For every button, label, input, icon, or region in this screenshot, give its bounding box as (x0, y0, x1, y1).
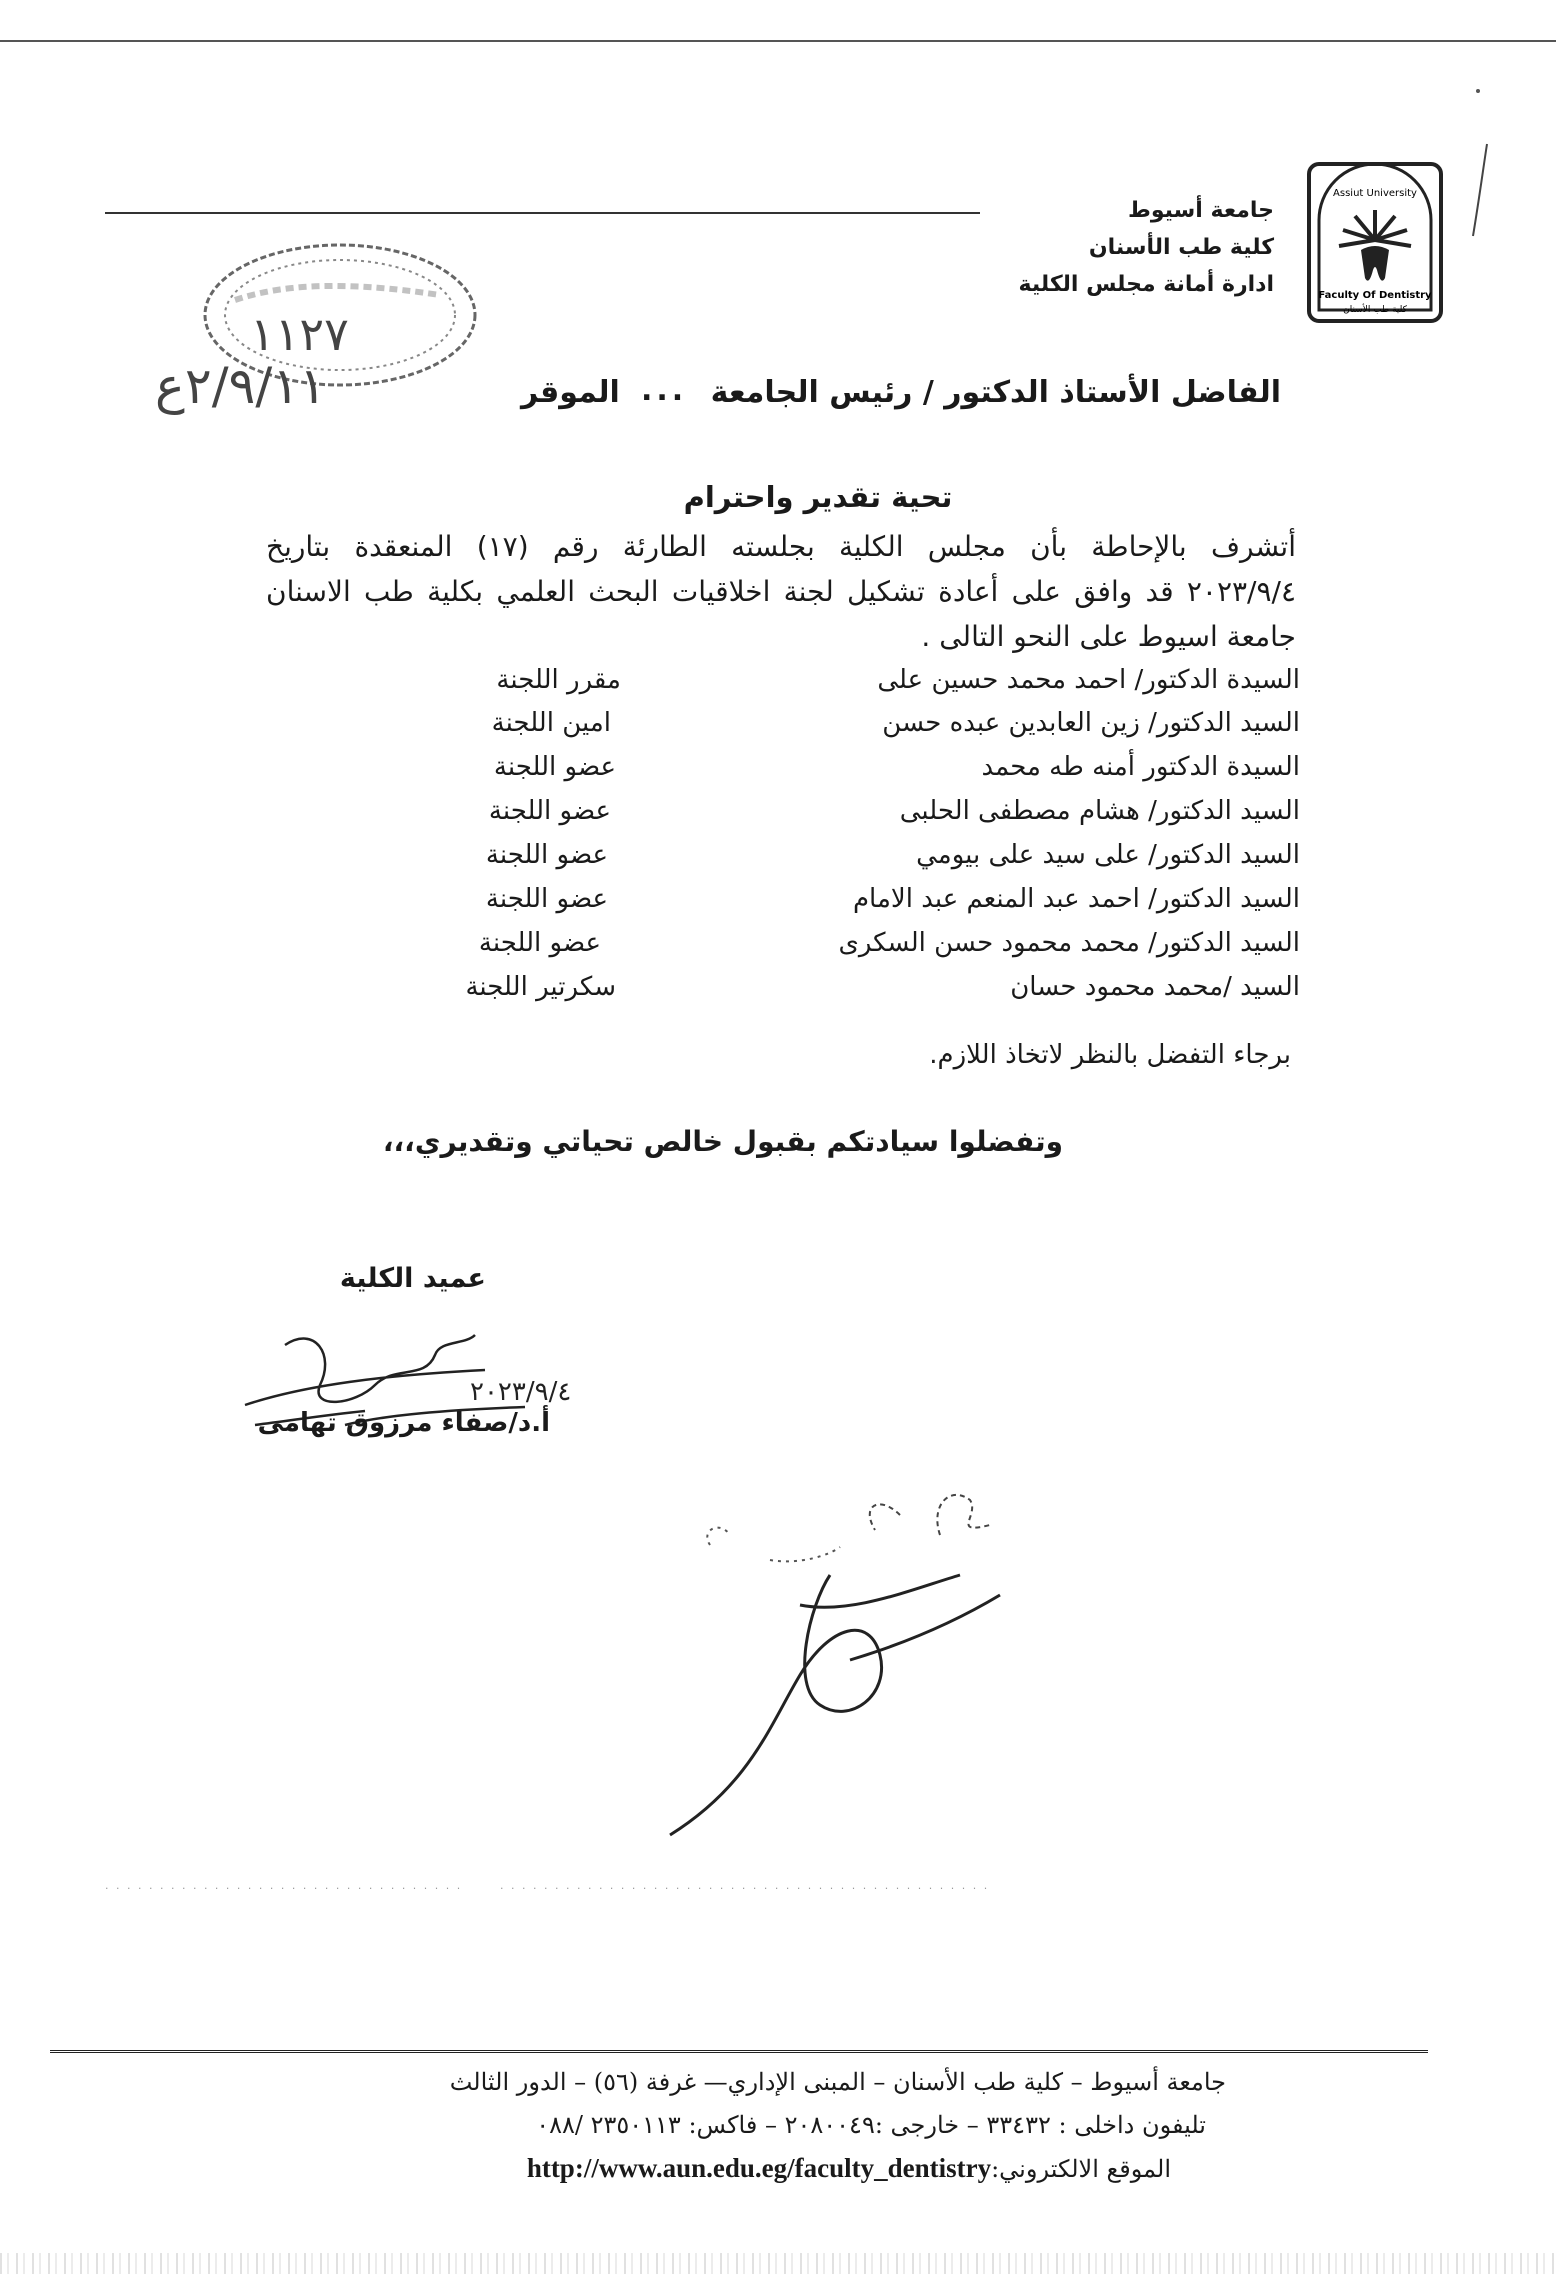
member-name: السيد الدكتور/ هشام مصطفى الحلبى (899, 796, 1300, 826)
member-role: عضو اللجنة (478, 928, 601, 958)
greeting: تحية تقدير واحترام (683, 480, 953, 514)
footer-phones: تليفون داخلى : ٣٣٤٣٢ – خارجى :٢٠٨٠٠٤٩ – فاكس: ٢٣٥٠١١٣ /٠٨٨ (536, 2111, 1206, 2139)
faculty-logo (1305, 160, 1445, 325)
president-signature (650, 1475, 1110, 1875)
member-role: عضو اللجنة (485, 840, 608, 870)
faculty-name: كلية طب الأسنان (1088, 235, 1274, 260)
scan-top-edge (0, 40, 1556, 42)
dean-name: أ.د/صفاء مرزوق تهامى (257, 1408, 550, 1438)
member-name: السيدة الدكتور أمنه طه محمد (981, 752, 1300, 782)
footer-rule (50, 2050, 1428, 2053)
scan-dot (1475, 88, 1481, 94)
scan-artifact: · · · · · · · · · · · · · · · · · · · · · · · · · · · · · · · · · (105, 1882, 463, 1895)
scan-bottom-edge (0, 2253, 1556, 2274)
member-name: السيد الدكتور/ محمد محمود حسن السكرى (838, 928, 1300, 958)
stamp-date: ٢/٩/١١ع (155, 357, 326, 415)
footer-website-label: الموقع الالكتروني: (991, 2155, 1171, 2183)
logo-arabic-text: كلية طب الأسنان (1343, 305, 1407, 315)
department-name: ادارة أمانة مجلس الكلية (1018, 272, 1274, 297)
footer-website-url[interactable]: http://www.aun.edu.eg/faculty_dentistry (526, 2153, 992, 2183)
body-line-1: أتشرف بالإحاطة بأن مجلس الكلية بجلسته الطارئة رقم (١٧) المنعقدة بتاريخ (266, 530, 1297, 563)
logo-top-text: Assiut University (1333, 188, 1417, 199)
member-role: امين اللجنة (491, 708, 611, 738)
header-rule (105, 212, 980, 214)
stamp-number: ١١٢٧ (250, 307, 349, 361)
addressee-honorific: الموقر (521, 375, 620, 410)
footer-address: جامعة أسيوط – كلية طب الأسنان – المبنى الإداري— غرفة (٥٦) – الدور الثالث (449, 2068, 1226, 2096)
member-role: عضو اللجنة (493, 752, 616, 782)
addressee-line (521, 375, 1281, 410)
member-name: السيد /محمد محمود حسان (1010, 972, 1300, 1002)
closing-request: برجاء التفضل بالنظر لاتخاذ اللازم. (929, 1040, 1291, 1070)
addressee-title: الفاضل الأستاذ الدكتور / رئيس الجامعة (710, 375, 1281, 410)
body-line-3: جامعة اسيوط على النحو التالى . (921, 620, 1296, 653)
logo-bottom-text: Faculty Of Dentistry (1318, 290, 1432, 301)
member-role: سكرتير اللجنة (465, 972, 616, 1002)
member-name: السيدة الدكتور/ احمد محمد حسين على (877, 665, 1300, 695)
handwritten-date: ٢٠٢٣/٩/٤ (470, 1377, 572, 1407)
body-line-2: ٢٠٢٣/٩/٤ قد وافق على أعادة تشكيل لجنة اخلاقيات البحث العلمي بكلية طب الاسنان (266, 575, 1296, 608)
university-name: جامعة أسيوط (1128, 198, 1274, 223)
member-role: مقرر اللجنة (496, 665, 621, 695)
member-role: عضو اللجنة (485, 884, 608, 914)
member-name: السيد الدكتور/ زين العابدين عبده حسن (882, 708, 1300, 738)
pen-mark (1465, 140, 1495, 240)
dean-title: عميد الكلية (339, 1263, 486, 1294)
closing-regards: وتفضلوا سيادتكم بقبول خالص تحياتي وتقديري،،، (382, 1125, 1064, 1158)
incoming-stamp (140, 225, 480, 425)
member-name: السيد الدكتور/ على سيد على بيومي (916, 840, 1300, 870)
member-role: عضو اللجنة (488, 796, 611, 826)
member-name: السيد الدكتور/ احمد عبد المنعم عبد الامام (852, 884, 1300, 914)
addressee-dots: ... (641, 373, 688, 408)
scan-artifact: · · · · · · · · · · · · · · · · · · · · · · · · · · · · · · · · · · · · · · · · · · · · · (500, 1882, 990, 1895)
footer-website (527, 2153, 1171, 2184)
